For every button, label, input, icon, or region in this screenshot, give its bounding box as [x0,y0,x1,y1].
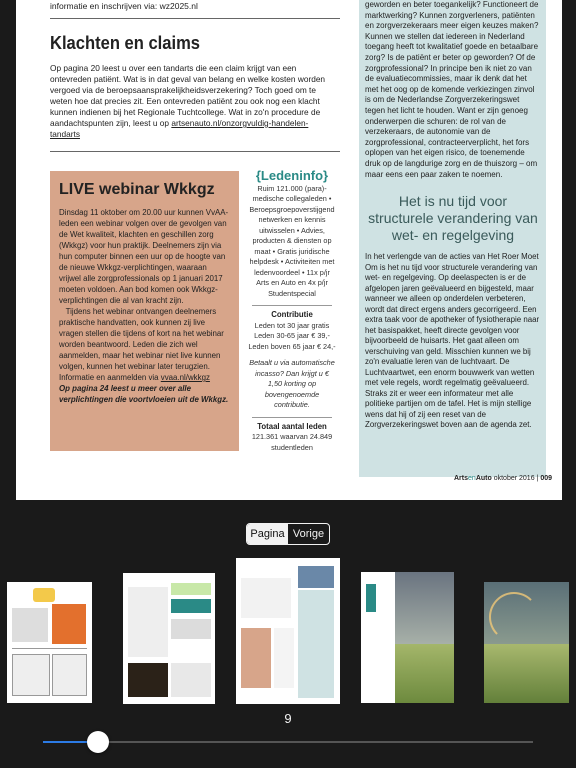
klachten-text: Op pagina 20 leest u over een tandarts die een claim krijgt van een ontevreden patiënt. Wat is in dat geval van belang en welke kosten worden vergoed via de beroepsaansprakelijkheidsverzekering? Toch goed om te weten hoe dat precies zit. Een ontevreden patiënt zou ook nog een klacht kunnen indienen bij het Regionale Tuchtcollege. Wat in zo'n procedure de aandachtspunten zijn, leest u op [50,63,326,128]
webinar-italic-note: Op pagina 24 leest u meer over alle verplichtingen die voortvloeien uit de Wkkgz. [59,384,229,404]
footer-brand-en: en [468,475,476,482]
current-page-thumbnail[interactable] [236,558,340,704]
ledeninfo-body: Ruim 121.000 (para)-medische collegaleden • Beroepsgroepoverstijgend netwerken en kennis uitwisselen • Advies, producten & diensten op maat • Gratis juridische helpdesk • Activiteiten met ledenvoordeel • 11x p/jr Arts en Auto en 4x p/jr Studentspecial [249,183,335,298]
page-number-label: 9 [284,711,292,726]
divider [50,18,340,19]
klachten-link[interactable]: artsenauto.nl/onzorgvuldig-handelen-tandarts [50,118,309,139]
divider [252,417,332,418]
klachten-heading: Klachten en claims [50,33,201,53]
page-slider-track[interactable] [43,741,533,743]
page-slider-knob[interactable] [87,731,109,753]
divider [252,305,332,306]
right-top-text: geworden en beter toegankelijk? Functioneert de marktwerking? Kunnen zorgverleners, patiënten en zorgverzekeraars meer eigen keuzes maken? Kunnen we stellen dat iedereen in Nederland toegang heeft tot kwalitatief goede en betaalbare zorg? Is de patiënt er beter op geworden? Of de zorgprofessional? In principe ben ik niet zo van de evaluatiecommissies, maar ik denk dat het met het oog op de komende verkiezingen zinvol is om de Nederlandse Zorgverzekeringswet tegen het licht te houden. Want er zijn genoeg onderwerpen die schuren: de rol van de verzekeraars, de autonomie van de zorgprofessional, contracteerverplicht, het fors oplopen van het eigen risico, de toenemende druk op de langdurige zorg en de thuiszorg – om maar eens een paar zaken te noemen. [365,0,539,179]
contributie-body: Leden tot 30 jaar gratis Leden 30-65 jaar € 39,- Leden boven 65 jaar € 24,- [248,320,336,351]
footer-page-number: 009 [540,475,552,482]
right-column [359,0,546,477]
contributie-note: Betaalt u via automatische incasso? Dan krijgt u € 1,50 korting op bovengenoemde contributie. [249,358,335,409]
totaal-body: 121.361 waarvan 24.849 studentleden [251,432,333,452]
webinar-paragraph-2: Tijdens het webinar ontvangen deelnemers praktische handvatten, ook kunnen zij live vragen stellen die tijdens of kort na het webinar worden beantwoord. Leden die zich wel aanmelden, maar het webinar niet live kunnen volgen, kunnen het webinar later terugzien. Informatie en aanmelden via vvaa.nl/wkkgz [59,307,224,382]
footer-brand-arts: Arts [454,475,469,482]
page-thumbnail[interactable] [123,573,215,704]
webinar-box [50,171,239,451]
magazine-page[interactable] [16,0,562,500]
page-thumbnail[interactable] [484,582,569,703]
segment-pagina[interactable]: Pagina [247,524,288,544]
page-navigator [0,505,576,768]
footer-date: oktober 2016 [493,475,535,482]
webinar-paragraph-1: Dinsdag 11 oktober om 20.00 uur kunnen VvAA-leden een webinar volgen over de gevolgen van de Wet kwaliteit, klachten en geschillen zorg (Wkkgz) voor hun praktijk. Deelnemers zijn via hun computer binnen een uur op de hoogte van de nieuwe Wkkgz-verplichtingen, waaraan vrijwel alle zorgprofessionals op 1 januari 2017 moeten voldoen. Aan bod komen ook Wkkgz-verplichtingen die al van kracht zijn. [59,208,229,305]
divider [50,151,340,152]
totaal-label: Totaal aantal leden [257,421,327,431]
webinar-heading: LIVE webinar Wkkgz [59,181,215,198]
contributie-label: Contributie [271,310,313,319]
klachten-body [50,63,338,140]
page-thumbnail[interactable] [361,572,454,703]
ledeninfo-box [248,168,336,453]
page-thumbnail[interactable] [7,582,92,703]
footer-brand-auto: Auto [475,475,492,482]
view-mode-segmented-control [246,523,330,545]
webinar-link[interactable]: vvaa.nl/wkkgz [160,373,210,382]
right-heading: Het is nu tijd voor structurele verandering van wet- en regelgeving [368,193,538,243]
right-body-text: In het verlengde van de acties van Het Roer Moet Om is het nu tijd voor structurele verandering van wet- en regelgeving. Op deelaspecten is er de afgelopen jaren geëvalueerd en bijgesteld, maar wanneer we alleen op onderdelen verbeteren, wordt dat direct ergens anders gecorrigeerd. Een extra taak voor de apotheker of fysiotherapie naar het basispakket, heeft directe gevolgen voor bijvoorbeeld de huisarts. Het gaat alleen om verschuiving van geld. Misschien kunnen we bij zo'n evaluatie leren van de luchtvaart. De Luchtvaartwet, een enorm bouwwerk van wetten met vele regels, wordt regelmatig geëvalueerd. Straks zit er weer een informateur met alle politieke partijen om de tafel. Het is mijn stellige wens dat hij of zij een reset van de Zorgverzekeringswet boven aan de agenda zet. [365,252,540,429]
top-line-text: informatie en inschrijven via: wz2025.nl [50,1,198,11]
page-footer: ArtsenAuto oktober 2016 | 009 [454,475,552,482]
ledeninfo-label: {Ledeninfo} [255,168,329,183]
segment-vorige[interactable]: Vorige [292,528,325,540]
